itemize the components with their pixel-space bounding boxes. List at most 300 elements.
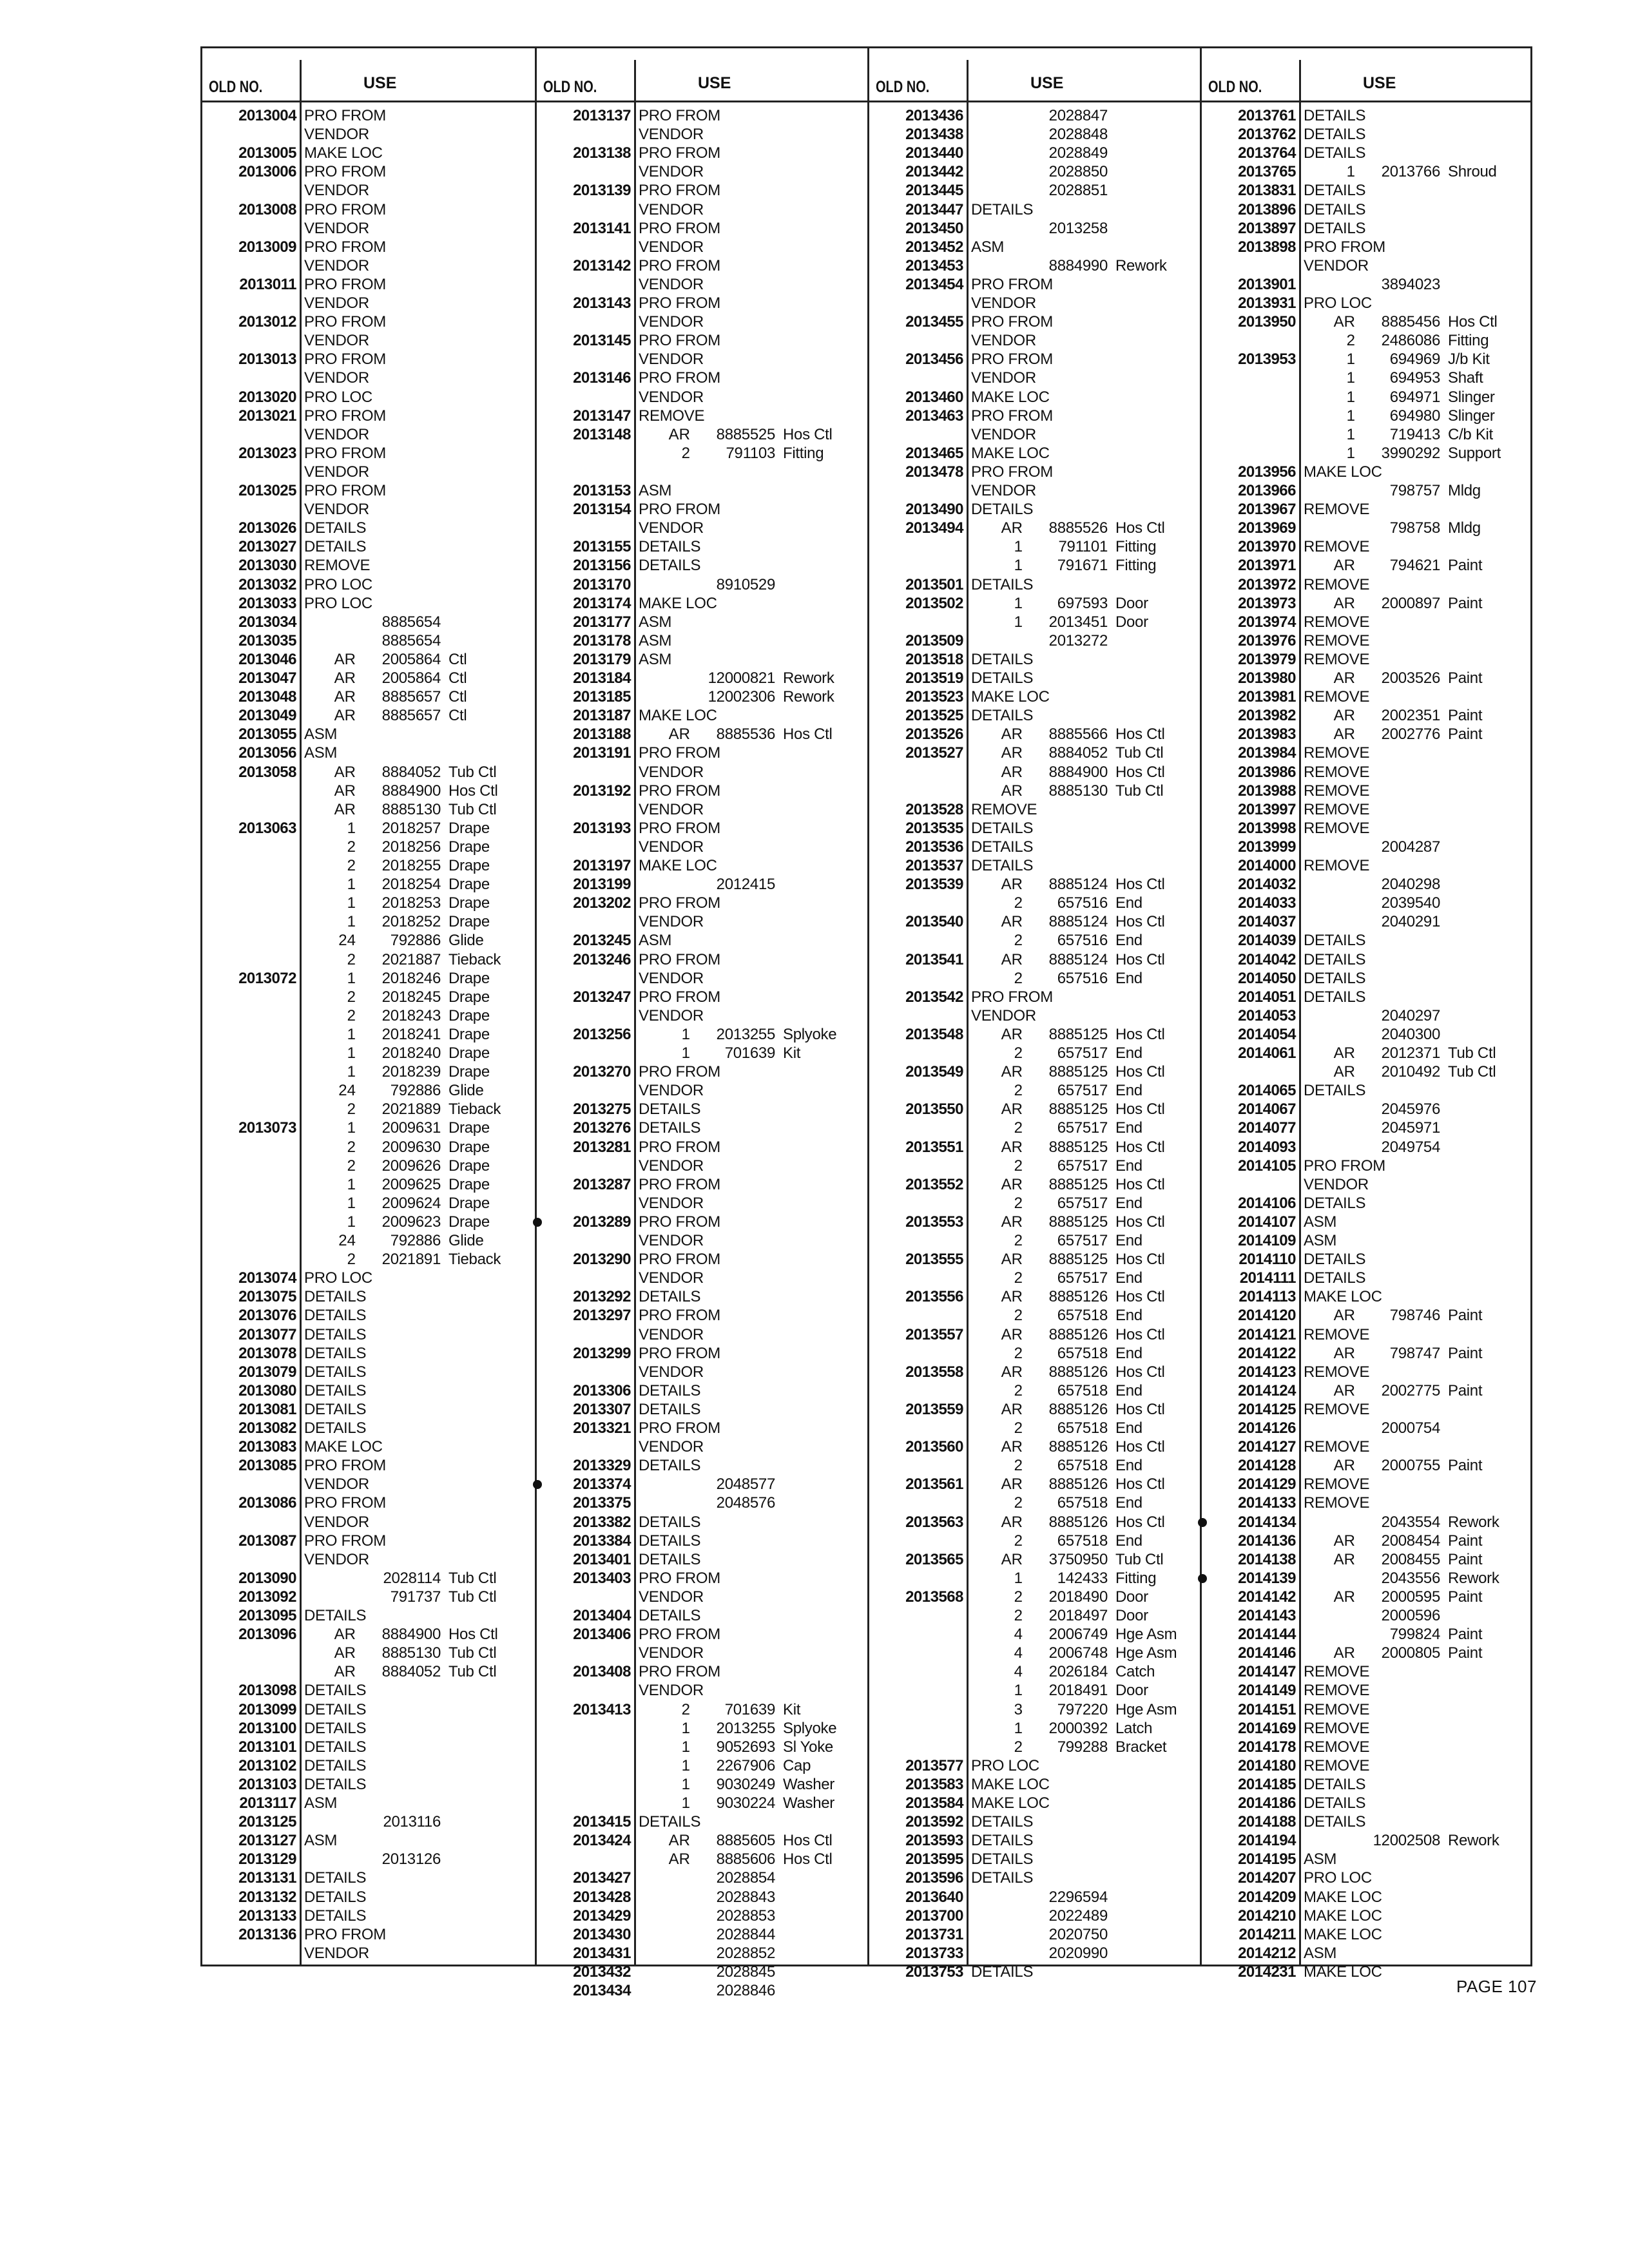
use-text: PRO LOC bbox=[971, 1756, 1039, 1774]
table-row bbox=[869, 1625, 1200, 1644]
quantity: AR bbox=[1333, 1644, 1355, 1662]
old-number: 2013560 bbox=[905, 1438, 963, 1456]
use-text: DETAILS bbox=[639, 1288, 701, 1306]
table-row bbox=[1202, 500, 1532, 519]
quantity: 1 bbox=[1346, 369, 1355, 387]
table-row bbox=[1202, 669, 1532, 687]
table-row bbox=[202, 1175, 535, 1194]
table-row bbox=[1202, 969, 1532, 988]
part-number: 2009625 bbox=[381, 1175, 441, 1193]
use-text: VENDOR bbox=[971, 482, 1036, 499]
table-row bbox=[869, 1588, 1200, 1606]
table-row bbox=[202, 519, 535, 537]
table-row bbox=[869, 144, 1200, 162]
table-row bbox=[1202, 425, 1532, 444]
part-description: Door bbox=[1115, 613, 1148, 631]
use-text: PRO FROM bbox=[639, 744, 720, 762]
old-number: 2014231 bbox=[1238, 1963, 1296, 1981]
part-number: 2043556 bbox=[1381, 1569, 1440, 1587]
old-number: 2013092 bbox=[238, 1588, 296, 1606]
table-row bbox=[202, 1100, 535, 1119]
old-number: 2013270 bbox=[573, 1063, 631, 1081]
table-row bbox=[537, 1006, 867, 1025]
use-text: VENDOR bbox=[1304, 256, 1369, 274]
old-number: 2013525 bbox=[905, 707, 963, 725]
part-number: 2018490 bbox=[1048, 1588, 1108, 1606]
part-number: 719413 bbox=[1389, 425, 1440, 443]
table-row bbox=[537, 875, 867, 894]
table-row bbox=[869, 1138, 1200, 1157]
part-description: Drape bbox=[448, 1138, 490, 1156]
part-number: 697593 bbox=[1057, 594, 1108, 612]
table-row bbox=[869, 838, 1200, 856]
quantity: AR bbox=[1001, 1400, 1023, 1418]
old-number: 2013436 bbox=[905, 107, 963, 124]
part-description: Hos Ctl bbox=[1115, 1363, 1165, 1381]
use-text: VENDOR bbox=[304, 1475, 369, 1494]
old-number: 2013178 bbox=[573, 631, 631, 649]
table-row bbox=[537, 369, 867, 387]
use-text: DETAILS bbox=[971, 501, 1034, 519]
old-number: 2013593 bbox=[905, 1832, 963, 1850]
use-text: DETAILS bbox=[639, 1457, 701, 1475]
table-row bbox=[537, 1044, 867, 1062]
part-description: Tieback bbox=[448, 1100, 501, 1119]
use-text: PRO FROM bbox=[1304, 238, 1385, 256]
table-row bbox=[537, 256, 867, 275]
table-row bbox=[869, 1494, 1200, 1512]
part-number: 2009630 bbox=[381, 1138, 441, 1156]
table-row bbox=[202, 369, 535, 387]
use-text: VENDOR bbox=[639, 800, 704, 818]
table-row bbox=[869, 1831, 1200, 1850]
quantity: 2 bbox=[681, 444, 690, 462]
old-number: 2014185 bbox=[1238, 1775, 1296, 1793]
old-number: 2014106 bbox=[1238, 1194, 1296, 1212]
old-number: 2013542 bbox=[905, 988, 963, 1006]
old-number: 2013527 bbox=[905, 744, 963, 762]
part-description: Drape bbox=[448, 1119, 490, 1137]
old-number: 2013102 bbox=[238, 1756, 296, 1774]
part-description: End bbox=[1115, 1044, 1142, 1062]
use-text: PRO FROM bbox=[639, 1138, 720, 1156]
old-number: 2014128 bbox=[1238, 1457, 1296, 1475]
part-description: Hge Asm bbox=[1115, 1644, 1177, 1662]
old-number: 2014054 bbox=[1238, 1025, 1296, 1043]
table-row bbox=[537, 1269, 867, 1287]
quantity: 24 bbox=[338, 932, 356, 950]
use-text: PRO LOC bbox=[1304, 294, 1372, 312]
part-description: Hos Ctl bbox=[1448, 313, 1498, 331]
old-number: 2013465 bbox=[905, 444, 963, 462]
table-row bbox=[202, 1119, 535, 1137]
part-number: 8885654 bbox=[381, 613, 441, 631]
table-row bbox=[202, 1044, 535, 1062]
table-row bbox=[1202, 312, 1532, 331]
use-text: PRO FROM bbox=[639, 501, 720, 519]
part-description: Shroud bbox=[1448, 163, 1497, 181]
part-number: 2018243 bbox=[381, 1006, 441, 1024]
use-text: VENDOR bbox=[639, 519, 704, 537]
table-row bbox=[869, 1606, 1200, 1625]
old-number: 2014000 bbox=[1238, 857, 1296, 874]
table-row bbox=[1202, 181, 1532, 200]
part-number: 12002306 bbox=[708, 688, 775, 706]
old-number: 2013551 bbox=[905, 1138, 963, 1156]
table-row bbox=[869, 1006, 1200, 1025]
old-number: 2013008 bbox=[238, 200, 296, 218]
part-description: Cap bbox=[783, 1756, 811, 1774]
part-description: Tieback bbox=[448, 1251, 501, 1269]
use-text: REMOVE bbox=[1304, 1438, 1370, 1456]
table-row bbox=[1202, 219, 1532, 238]
quantity: 2 bbox=[1014, 1307, 1023, 1325]
old-number: 2014136 bbox=[1238, 1532, 1296, 1550]
old-number: 2013523 bbox=[905, 688, 963, 706]
part-number: 657518 bbox=[1057, 1457, 1108, 1475]
old-number: 2013765 bbox=[1238, 163, 1296, 181]
quantity: 4 bbox=[1014, 1663, 1023, 1681]
old-number: 2013999 bbox=[1238, 838, 1296, 856]
table-row bbox=[202, 1363, 535, 1381]
table-row bbox=[537, 1738, 867, 1756]
quantity: 1 bbox=[347, 1044, 356, 1062]
part-number: 2005864 bbox=[381, 669, 441, 687]
use-text: VENDOR bbox=[639, 200, 704, 218]
old-number: 2014151 bbox=[1238, 1700, 1296, 1718]
quantity: AR bbox=[1333, 726, 1355, 744]
old-number: 2013456 bbox=[905, 351, 963, 369]
part-description: Tub Ctl bbox=[1115, 744, 1164, 762]
part-number: 2000897 bbox=[1381, 594, 1440, 612]
part-description: End bbox=[1115, 1157, 1142, 1175]
table-row bbox=[537, 294, 867, 312]
table-row bbox=[869, 1306, 1200, 1325]
old-number: 2013117 bbox=[239, 1794, 296, 1812]
use-text: REMOVE bbox=[1304, 1475, 1370, 1494]
old-number: 2014134 bbox=[1238, 1513, 1296, 1531]
part-number: 8885525 bbox=[716, 425, 775, 443]
table-row bbox=[202, 1719, 535, 1738]
table-row bbox=[537, 1756, 867, 1775]
old-number: 2013549 bbox=[905, 1063, 963, 1081]
old-number: 2013577 bbox=[905, 1756, 963, 1774]
old-number: 2013030 bbox=[238, 557, 296, 575]
quantity: AR bbox=[1001, 1475, 1023, 1494]
quantity: AR bbox=[1001, 1325, 1023, 1343]
quantity: AR bbox=[1333, 313, 1355, 331]
part-description: End bbox=[1115, 1457, 1142, 1475]
old-number: 2013058 bbox=[238, 763, 296, 781]
table-row bbox=[537, 1606, 867, 1625]
part-number: 2267906 bbox=[716, 1756, 775, 1774]
quantity: 1 bbox=[1014, 613, 1023, 631]
part-number: 2018257 bbox=[381, 819, 441, 837]
quantity: 24 bbox=[338, 1082, 356, 1100]
old-number: 2013430 bbox=[573, 1925, 631, 1943]
use-text: VENDOR bbox=[639, 969, 704, 987]
use-text: ASM bbox=[1304, 1213, 1337, 1231]
use-text: DETAILS bbox=[1304, 1194, 1366, 1212]
old-number: 2013442 bbox=[905, 163, 963, 181]
use-text: DETAILS bbox=[1304, 182, 1366, 200]
old-number: 2013177 bbox=[573, 613, 631, 631]
table-row bbox=[1202, 575, 1532, 594]
use-text: ASM bbox=[304, 744, 338, 762]
table-row bbox=[537, 181, 867, 200]
old-number: 2013141 bbox=[573, 219, 631, 237]
table-column-2 bbox=[535, 48, 867, 1999]
part-description: Tub Ctl bbox=[1115, 1550, 1164, 1568]
table-row bbox=[1202, 1194, 1532, 1213]
old-number: 2013494 bbox=[905, 519, 963, 537]
part-number: 2028852 bbox=[716, 1944, 775, 1962]
old-number: 2014093 bbox=[1238, 1138, 1296, 1156]
table-row bbox=[1202, 894, 1532, 912]
part-number: 2018245 bbox=[381, 988, 441, 1006]
old-number: 2013132 bbox=[238, 1888, 296, 1906]
table-row bbox=[1202, 407, 1532, 425]
table-row bbox=[537, 594, 867, 613]
old-number: 2013075 bbox=[238, 1288, 296, 1306]
old-number: 2013199 bbox=[573, 876, 631, 894]
quantity: 1 bbox=[681, 1794, 690, 1812]
table-row bbox=[869, 1475, 1200, 1494]
old-number: 2013526 bbox=[905, 726, 963, 744]
use-text: DETAILS bbox=[304, 1756, 367, 1774]
part-description: Hos Ctl bbox=[1115, 1025, 1165, 1043]
table-row bbox=[537, 1381, 867, 1400]
old-number: 2013256 bbox=[573, 1025, 631, 1043]
use-text: PRO FROM bbox=[639, 1663, 720, 1681]
table-row bbox=[869, 613, 1200, 631]
old-number: 2013382 bbox=[573, 1513, 631, 1531]
old-number: 2013553 bbox=[905, 1213, 963, 1231]
table-row bbox=[202, 425, 535, 444]
table-row bbox=[202, 1738, 535, 1756]
use-text: DETAILS bbox=[639, 1532, 701, 1550]
old-number: 2013297 bbox=[573, 1307, 631, 1325]
table-row bbox=[537, 1400, 867, 1419]
use-text: VENDOR bbox=[304, 1513, 369, 1531]
table-row bbox=[869, 1532, 1200, 1550]
part-number: 2018241 bbox=[381, 1025, 441, 1043]
use-text: VENDOR bbox=[639, 1438, 704, 1456]
table-row bbox=[869, 969, 1200, 988]
table-row bbox=[1202, 1475, 1532, 1494]
old-number: 2013432 bbox=[573, 1963, 631, 1981]
table-row bbox=[1202, 1138, 1532, 1157]
part-number: 657517 bbox=[1057, 1119, 1108, 1137]
table-row bbox=[202, 106, 535, 125]
part-number: 2000754 bbox=[1381, 1419, 1440, 1437]
part-number: 792886 bbox=[390, 1082, 441, 1100]
part-number: 2028850 bbox=[1048, 163, 1108, 181]
table-row bbox=[202, 1213, 535, 1231]
use-text: REMOVE bbox=[1304, 1325, 1370, 1343]
use-text: PRO FROM bbox=[971, 407, 1053, 425]
table-row bbox=[537, 1869, 867, 1887]
use-text: PRO FROM bbox=[639, 1419, 720, 1437]
quantity: AR bbox=[1001, 876, 1023, 894]
part-number: 792886 bbox=[390, 1232, 441, 1249]
quantity: 2 bbox=[1014, 1738, 1023, 1756]
part-number: 794621 bbox=[1389, 557, 1440, 575]
quantity: AR bbox=[1333, 1344, 1355, 1362]
use-text: DETAILS bbox=[971, 1850, 1034, 1869]
table-row bbox=[1202, 1157, 1532, 1175]
table-row bbox=[537, 106, 867, 125]
use-text: REMOVE bbox=[1304, 1663, 1370, 1681]
use-text: MAKE LOC bbox=[639, 707, 717, 725]
old-number: 2013595 bbox=[905, 1850, 963, 1869]
table-row bbox=[1202, 1831, 1532, 1850]
part-number: 8885126 bbox=[1048, 1288, 1108, 1306]
table-row bbox=[869, 200, 1200, 219]
part-number: 3894023 bbox=[1381, 275, 1440, 293]
table-row bbox=[537, 931, 867, 950]
use-text: DETAILS bbox=[971, 575, 1034, 593]
old-number: 2013127 bbox=[238, 1832, 296, 1850]
old-number: 2013413 bbox=[573, 1700, 631, 1718]
use-text: MAKE LOC bbox=[1304, 463, 1382, 481]
table-row bbox=[537, 1963, 867, 1981]
part-description: Hos Ctl bbox=[448, 1626, 498, 1644]
quantity: AR bbox=[334, 1644, 356, 1662]
part-number: 2028844 bbox=[716, 1925, 775, 1943]
part-description: End bbox=[1115, 969, 1142, 987]
old-number: 2014129 bbox=[1238, 1475, 1296, 1494]
quantity: 1 bbox=[1014, 1682, 1023, 1700]
old-number: 2013401 bbox=[573, 1550, 631, 1568]
use-text: DETAILS bbox=[1304, 200, 1366, 218]
table-row bbox=[869, 1287, 1200, 1306]
use-text: VENDOR bbox=[639, 1269, 704, 1287]
table-row bbox=[537, 481, 867, 500]
use-text: DETAILS bbox=[304, 1907, 367, 1925]
use-text: PRO FROM bbox=[639, 182, 720, 200]
old-number: 2014125 bbox=[1238, 1400, 1296, 1418]
use-text: VENDOR bbox=[639, 1082, 704, 1100]
table-row bbox=[869, 1044, 1200, 1062]
part-description: Paint bbox=[1448, 594, 1483, 612]
table-row bbox=[1202, 1287, 1532, 1306]
table-row bbox=[1202, 594, 1532, 613]
quantity: 2 bbox=[347, 838, 356, 856]
part-number: 2045976 bbox=[1381, 1100, 1440, 1119]
quantity: AR bbox=[1001, 1025, 1023, 1043]
part-number: 2028847 bbox=[1048, 107, 1108, 124]
table-row bbox=[1202, 1100, 1532, 1119]
use-text: DETAILS bbox=[971, 1813, 1034, 1831]
old-number: 2014209 bbox=[1238, 1888, 1296, 1906]
part-number: 2021887 bbox=[381, 950, 441, 968]
old-number: 2013535 bbox=[905, 819, 963, 837]
table-row bbox=[1202, 1119, 1532, 1137]
part-description: Paint bbox=[1448, 1344, 1483, 1362]
part-description: Hos Ctl bbox=[1115, 1438, 1165, 1456]
table-row bbox=[1202, 444, 1532, 463]
old-number: 2013583 bbox=[905, 1775, 963, 1793]
quantity: 2 bbox=[1014, 1044, 1023, 1062]
old-number: 2013901 bbox=[1238, 275, 1296, 293]
quantity: 1 bbox=[681, 1738, 690, 1756]
part-number: 2009626 bbox=[381, 1157, 441, 1175]
part-number: 2018246 bbox=[381, 969, 441, 987]
old-number: 2014188 bbox=[1238, 1813, 1296, 1831]
old-number: 2013950 bbox=[1238, 313, 1296, 331]
quantity: 2 bbox=[1014, 1457, 1023, 1475]
old-number: 2013440 bbox=[905, 144, 963, 162]
table-row bbox=[869, 744, 1200, 762]
part-number: 8885125 bbox=[1048, 1063, 1108, 1081]
part-description: Hos Ctl bbox=[1115, 950, 1165, 968]
quantity: AR bbox=[668, 1832, 690, 1850]
old-number: 2013004 bbox=[238, 107, 296, 124]
table-row bbox=[537, 950, 867, 969]
table-row bbox=[869, 1194, 1200, 1213]
quantity: 2 bbox=[1014, 1082, 1023, 1100]
quantity: AR bbox=[1001, 519, 1023, 537]
quantity: 1 bbox=[347, 1194, 356, 1212]
table-row bbox=[869, 1363, 1200, 1381]
old-number: 2014133 bbox=[1238, 1494, 1296, 1512]
old-number: 2013556 bbox=[905, 1288, 963, 1306]
table-row bbox=[869, 1944, 1200, 1963]
old-number: 2013967 bbox=[1238, 501, 1296, 519]
use-text: DETAILS bbox=[1304, 126, 1366, 144]
use-text: PRO FROM bbox=[639, 1569, 720, 1587]
table-row bbox=[202, 181, 535, 200]
table-row bbox=[869, 706, 1200, 725]
quantity: 2 bbox=[347, 950, 356, 968]
part-number: 2002776 bbox=[1381, 726, 1440, 744]
part-description: Catch bbox=[1115, 1663, 1155, 1681]
table-row bbox=[202, 407, 535, 425]
table-row bbox=[869, 763, 1200, 782]
table-row bbox=[1202, 613, 1532, 631]
table-row bbox=[1202, 519, 1532, 537]
table-row bbox=[869, 1662, 1200, 1681]
table-row bbox=[869, 444, 1200, 463]
table-row bbox=[537, 1138, 867, 1157]
old-number: 2013145 bbox=[573, 332, 631, 350]
part-description: Hos Ctl bbox=[1115, 1138, 1165, 1156]
table-row bbox=[869, 312, 1200, 331]
table-row bbox=[869, 912, 1200, 931]
old-number: 2014061 bbox=[1238, 1044, 1296, 1062]
part-description: Paint bbox=[1448, 669, 1483, 687]
part-description: Drape bbox=[448, 1194, 490, 1212]
old-number: 2013083 bbox=[238, 1438, 296, 1456]
table-row bbox=[537, 1550, 867, 1569]
old-number: 2013156 bbox=[573, 557, 631, 575]
part-description: Fitting bbox=[1115, 1569, 1157, 1587]
table-row bbox=[1202, 912, 1532, 931]
table-row bbox=[1202, 1175, 1532, 1194]
part-number: 2008454 bbox=[1381, 1532, 1440, 1550]
part-description: Hos Ctl bbox=[1115, 1063, 1165, 1081]
old-number: 2013087 bbox=[238, 1532, 296, 1550]
use-text: VENDOR bbox=[639, 1363, 704, 1381]
part-description: End bbox=[1115, 1532, 1142, 1550]
old-number: 2014039 bbox=[1238, 932, 1296, 950]
part-number: 2048577 bbox=[716, 1475, 775, 1494]
table-row bbox=[537, 800, 867, 819]
old-number: 2014113 bbox=[1239, 1288, 1296, 1306]
table-row bbox=[1202, 1344, 1532, 1363]
table-row bbox=[869, 1738, 1200, 1756]
